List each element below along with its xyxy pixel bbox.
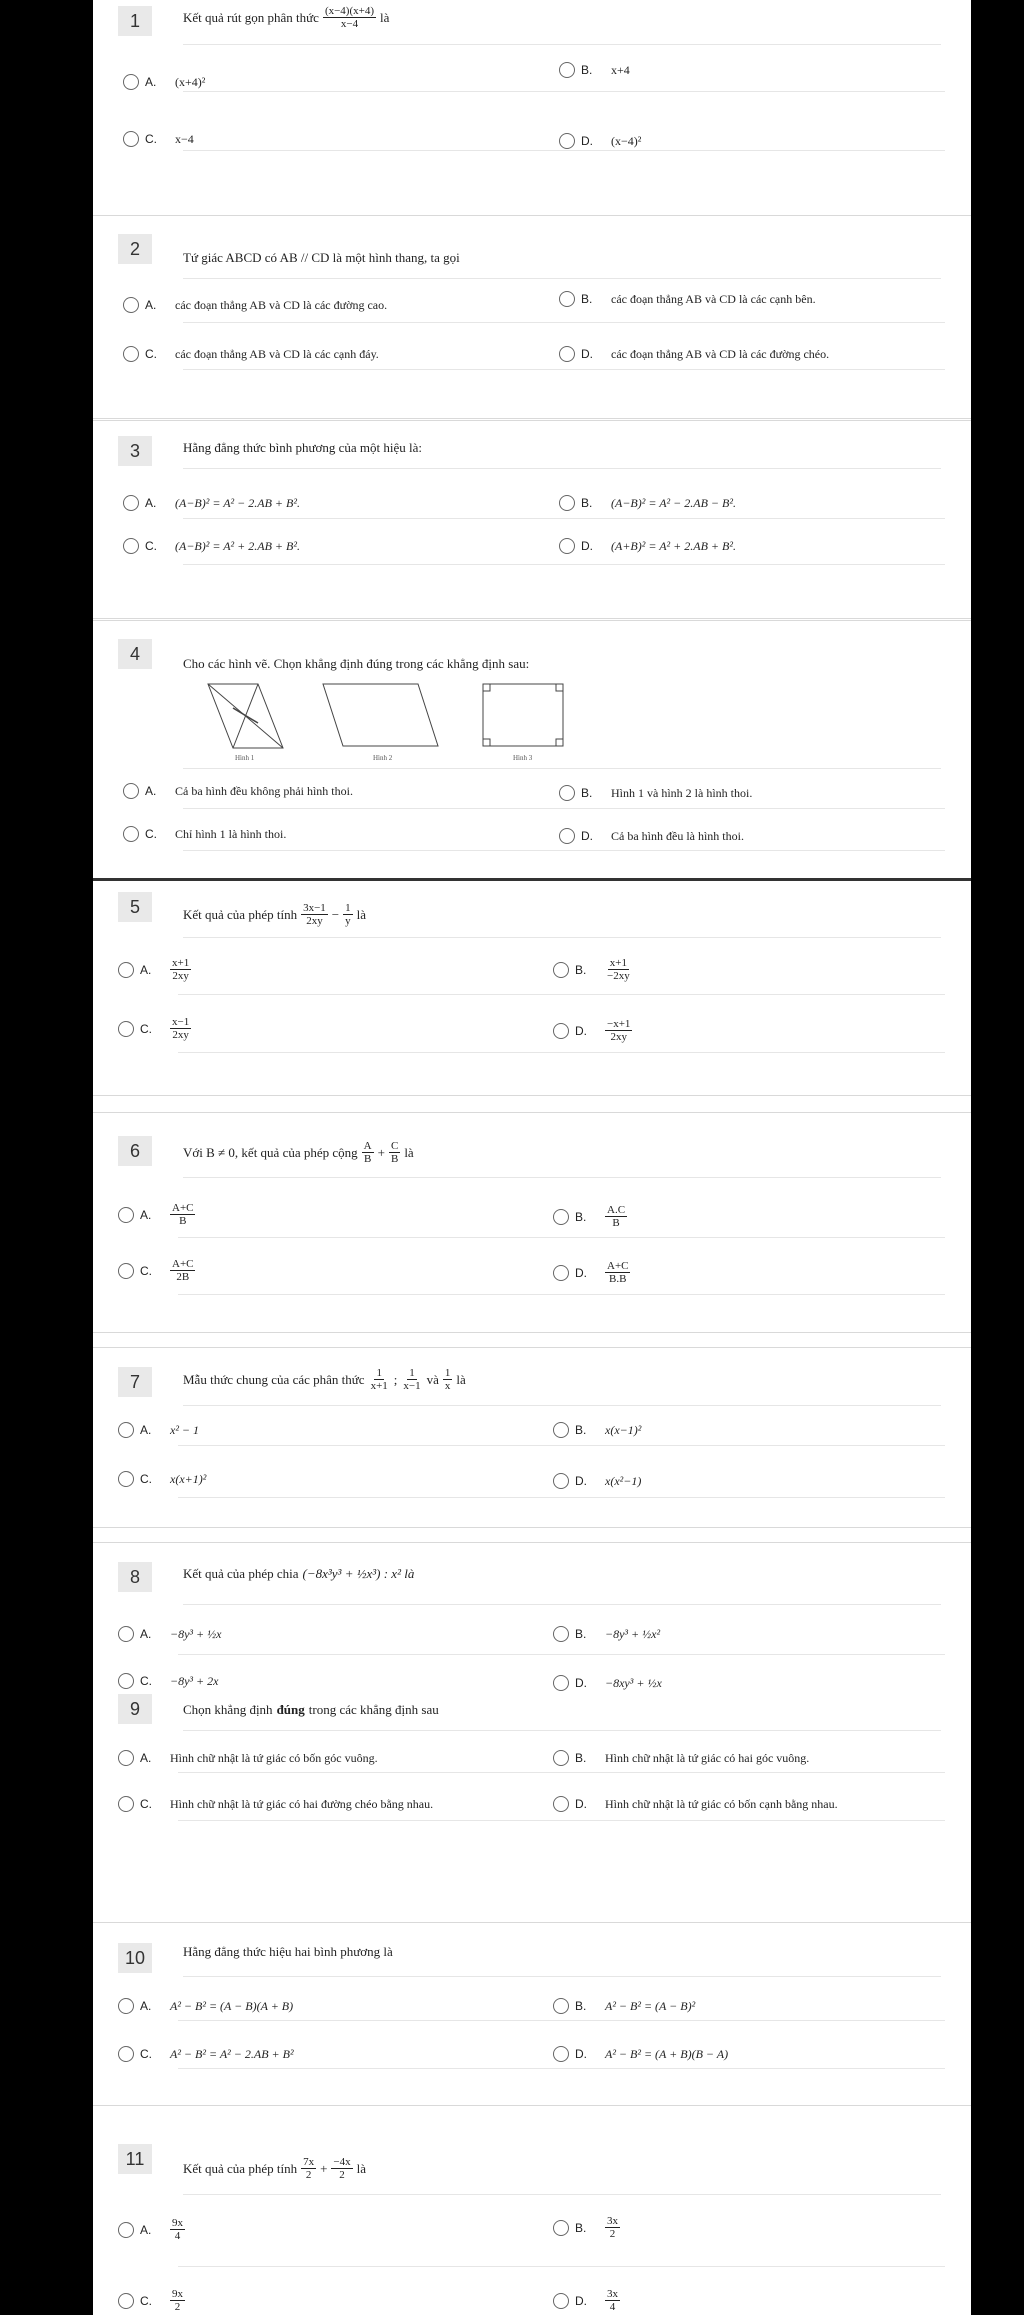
figure-2-label: Hình 2 xyxy=(373,754,393,762)
option-b[interactable]: B. A² − B² = (A − B)² xyxy=(553,1998,695,2014)
option-d[interactable]: D. A² − B² = (A + B)(B − A) xyxy=(553,2046,728,2062)
option-text: $\frac{3x}{4}$ xyxy=(607,2288,618,2313)
option-text: (A−B)² = A² + 2.AB + B². xyxy=(175,538,300,553)
question-10 xyxy=(93,1922,971,2112)
option-text: (A−B)² = A² − 2.AB − B². xyxy=(611,495,736,510)
option-text: $\frac{A+C}{2B}$ xyxy=(172,1258,194,1283)
option-c[interactable]: C. (A−B)² = A² + 2.AB + B². xyxy=(123,538,300,554)
question-number: 6 xyxy=(118,1136,152,1166)
option-a[interactable]: A. $\frac{9x}{4}$ xyxy=(118,2217,185,2242)
quiz-page xyxy=(93,0,971,2315)
radio-button[interactable] xyxy=(123,74,139,90)
option-b[interactable]: B. (A−B)² = A² − 2.AB − B². xyxy=(559,495,736,511)
question-6 xyxy=(93,1112,971,1347)
option-text: $\frac{A+C}{B.B}$ xyxy=(607,1260,629,1285)
question-text: Hằng đẳng thức hiệu hai bình phương là xyxy=(183,1944,393,1959)
radio-button[interactable] xyxy=(559,538,575,554)
radio-button[interactable] xyxy=(118,1207,134,1223)
option-text: các đoạn thẳng AB và CD là các cạnh đáy. xyxy=(175,346,379,361)
question-2 xyxy=(93,215,971,420)
radio-button[interactable] xyxy=(559,291,575,307)
radio-button[interactable] xyxy=(553,1265,569,1281)
question-text: Với B ≠ 0, kết quả của phép cộng $\frac{A}{B}$ + $\frac{C}{B}$ là xyxy=(183,1140,414,1165)
question-text: Kết quả của phép tính $\frac{7x}{2}$ + $\frac{-4x}{2}$ là xyxy=(183,2156,367,2181)
option-text: $\frac{3x}{2}$ xyxy=(607,2215,618,2240)
radio-button[interactable] xyxy=(118,962,134,978)
radio-button[interactable] xyxy=(553,2046,569,2062)
option-text: A² − B² = (A − B)² xyxy=(605,1998,696,2013)
radio-button[interactable] xyxy=(559,346,575,362)
question-text: Chọn khẳng định đúng trong các khẳng định sau xyxy=(183,1702,439,1717)
option-text: Hình chữ nhật là tứ giác có bốn góc vuông. xyxy=(170,1750,378,1765)
radio-button[interactable] xyxy=(118,1021,134,1037)
option-d[interactable]: D. (A+B)² = A² + 2.AB + B². xyxy=(559,538,736,554)
option-c[interactable]: C. A² − B² = A² − 2.AB + B² xyxy=(118,2046,294,2062)
radio-button[interactable] xyxy=(118,1796,134,1812)
option-a[interactable]: A. Hình chữ nhật là tứ giác có bốn góc vuông. xyxy=(118,1750,378,1766)
question-number: 2 xyxy=(118,234,152,264)
option-d[interactable]: D. $\frac{3x}{4}$ xyxy=(553,2288,620,2313)
figure-3 xyxy=(483,684,563,746)
option-text: x(x²−1) xyxy=(605,1473,642,1488)
option-b[interactable]: B. Hình chữ nhật là tứ giác có hai góc vuông. xyxy=(553,1750,809,1766)
radio-button[interactable] xyxy=(118,1750,134,1766)
option-c[interactable]: C. $\frac{9x}{2}$ xyxy=(118,2288,185,2313)
option-text: −8y³ + 2x xyxy=(170,1673,219,1688)
question-number: 8 xyxy=(118,1562,152,1592)
radio-button[interactable] xyxy=(553,2220,569,2236)
radio-button[interactable] xyxy=(118,1471,134,1487)
question-number: 9 xyxy=(118,1694,152,1724)
radio-button[interactable] xyxy=(123,346,139,362)
option-c[interactable]: C. Hình chữ nhật là tứ giác có hai đường chéo bằng nhau. xyxy=(118,1796,433,1812)
question-number: 3 xyxy=(118,436,152,466)
option-text: x+4 xyxy=(611,62,630,77)
question-number: 11 xyxy=(118,2144,152,2174)
option-text: (A−B)² = A² − 2.AB + B². xyxy=(175,495,300,510)
option-text: $\frac{A+C}{B}$ xyxy=(172,1202,194,1227)
option-b[interactable]: B. $\frac{x+1}{-2xy}$ xyxy=(553,957,632,982)
option-a[interactable]: A. $\frac{x+1}{2xy}$ xyxy=(118,957,191,982)
question-7 xyxy=(93,1347,971,1542)
option-text: Hình 1 và hình 2 là hình thoi. xyxy=(611,785,753,800)
option-text: (x+4)² xyxy=(175,74,206,89)
figure-3-label: Hình 3 xyxy=(513,754,533,762)
question-text: Tứ giác ABCD có AB // CD là một hình thang, ta gọi xyxy=(183,250,460,265)
option-text: $\frac{x+1}{2xy}$ xyxy=(172,957,190,982)
option-a[interactable]: A. (A−B)² = A² − 2.AB + B². xyxy=(123,495,300,511)
option-text: −8y³ + ½x² xyxy=(605,1626,661,1641)
option-b[interactable]: B. −8y³ + ½x² xyxy=(553,1626,660,1642)
question-text: Kết quả của phép chia (−8x³y³ + ½x³) : x² là xyxy=(183,1566,415,1581)
option-text: Cả ba hình đều không phải hình thoi. xyxy=(175,783,353,798)
question-11 xyxy=(93,2112,971,2315)
option-text: −8xy³ + ½x xyxy=(605,1675,662,1690)
question-1 xyxy=(93,0,971,215)
question-text: Cho các hình vẽ. Chọn khẳng định đúng trong các khẳng định sau: xyxy=(183,656,530,671)
option-text: A² − B² = A² − 2.AB + B² xyxy=(170,2046,294,2061)
option-text: $\frac{9x}{2}$ xyxy=(172,2288,183,2313)
option-d[interactable]: D. các đoạn thẳng AB và CD là các đường chéo. xyxy=(559,346,829,362)
option-b[interactable]: B. các đoạn thẳng AB và CD là các cạnh bên. xyxy=(559,291,816,307)
option-text: Hình chữ nhật là tứ giác có bốn cạnh bằng nhau. xyxy=(605,1796,838,1811)
question-5 xyxy=(93,882,971,1112)
radio-button[interactable] xyxy=(123,826,139,842)
option-c[interactable]: C. các đoạn thẳng AB và CD là các cạnh đáy. xyxy=(123,346,379,362)
option-text: các đoạn thẳng AB và CD là các đường cao. xyxy=(175,297,388,312)
radio-button[interactable] xyxy=(553,1626,569,1642)
option-a[interactable]: A. các đoạn thẳng AB và CD là các đường cao. xyxy=(123,297,387,313)
radio-button[interactable] xyxy=(553,1209,569,1225)
option-text: $\frac{-x+1}{2xy}$ xyxy=(607,1018,631,1043)
question-number: 5 xyxy=(118,892,152,922)
question-4 xyxy=(93,620,971,882)
radio-button[interactable] xyxy=(553,1675,569,1691)
option-c[interactable]: C. x−4 xyxy=(123,131,194,147)
option-b[interactable]: B. $\frac{3x}{2}$ xyxy=(553,2215,620,2240)
option-text: A² − B² = (A − B)(A + B) xyxy=(170,1998,294,2013)
radio-button[interactable] xyxy=(553,1796,569,1812)
question-3 xyxy=(93,420,971,620)
radio-button[interactable] xyxy=(553,1998,569,2014)
option-text: Hình chữ nhật là tứ giác có hai góc vuông. xyxy=(605,1750,810,1765)
option-d[interactable]: D. Cả ba hình đều là hình thoi. xyxy=(559,828,744,844)
question-number: 1 xyxy=(118,6,152,36)
radio-button[interactable] xyxy=(559,62,575,78)
question-number: 7 xyxy=(118,1367,152,1397)
question-number: 10 xyxy=(118,1943,152,1973)
radio-button[interactable] xyxy=(118,2222,134,2238)
option-text: các đoạn thẳng AB và CD là các đường chéo. xyxy=(611,346,830,361)
radio-button[interactable] xyxy=(118,1626,134,1642)
radio-button[interactable] xyxy=(118,1422,134,1438)
radio-button[interactable] xyxy=(118,1998,134,2014)
radio-button[interactable] xyxy=(118,1263,134,1279)
option-d[interactable]: D. Hình chữ nhật là tứ giác có bốn cạnh bằng nhau. xyxy=(553,1796,838,1812)
option-c[interactable]: C. $\frac{x-1}{2xy}$ xyxy=(118,1016,191,1041)
option-a[interactable]: A. x² − 1 xyxy=(118,1422,199,1438)
radio-button[interactable] xyxy=(553,1750,569,1766)
option-a[interactable]: A. A² − B² = (A − B)(A + B) xyxy=(118,1998,293,2014)
option-text: x(x+1)² xyxy=(170,1471,207,1486)
option-text: −8y³ + ½x xyxy=(170,1626,222,1641)
option-text: $\frac{A.C}{B}$ xyxy=(607,1204,626,1229)
radio-button[interactable] xyxy=(553,962,569,978)
option-a[interactable]: A. $\frac{A+C}{B}$ xyxy=(118,1202,195,1227)
option-a[interactable]: A. Cả ba hình đều không phải hình thoi. xyxy=(123,783,353,799)
figure-1-label: Hình 1 xyxy=(235,754,255,762)
radio-button[interactable] xyxy=(553,1422,569,1438)
option-a[interactable]: A. (x+4)² xyxy=(123,74,205,90)
option-b[interactable]: B. x(x−1)² xyxy=(553,1422,641,1438)
question-9 xyxy=(93,1692,971,1922)
radio-button[interactable] xyxy=(559,828,575,844)
question-number: 4 xyxy=(118,639,152,669)
option-d[interactable]: D. $\frac{A+C}{B.B}$ xyxy=(553,1260,630,1285)
option-text: $\frac{x-1}{2xy}$ xyxy=(172,1016,190,1041)
option-a[interactable]: A. −8y³ + ½x xyxy=(118,1626,221,1642)
radio-button[interactable] xyxy=(559,785,575,801)
fraction: $\frac{(x-4)(x+4)}{x-4}$ xyxy=(324,5,374,30)
option-text: A² − B² = (A + B)(B − A) xyxy=(605,2046,729,2061)
radio-button[interactable] xyxy=(559,133,575,149)
radio-button[interactable] xyxy=(553,1473,569,1489)
figure-1 xyxy=(208,684,283,748)
radio-button[interactable] xyxy=(559,495,575,511)
option-c[interactable]: C. −8y³ + 2x xyxy=(118,1673,218,1689)
figure-2 xyxy=(323,684,438,746)
radio-button[interactable] xyxy=(118,1673,134,1689)
radio-button[interactable] xyxy=(118,2046,134,2062)
radio-button[interactable] xyxy=(123,495,139,511)
option-d[interactable]: D. (x−4)² xyxy=(559,133,641,149)
question-8 xyxy=(93,1542,971,1692)
option-b[interactable]: B. $\frac{A.C}{B}$ xyxy=(553,1204,627,1229)
option-c[interactable]: C. $\frac{A+C}{2B}$ xyxy=(118,1258,195,1283)
question-text: Mẫu thức chung của các phân thức $\frac{1}{x+1}$ ; $\frac{1}{x-1}$ và $\frac{1}{x}$ là xyxy=(183,1367,466,1392)
radio-button[interactable] xyxy=(553,2293,569,2309)
radio-button[interactable] xyxy=(123,538,139,554)
option-b[interactable]: B. Hình 1 và hình 2 là hình thoi. xyxy=(559,785,752,801)
option-b[interactable]: B. x+4 xyxy=(559,62,630,78)
question-text: Hằng đẳng thức bình phương của một hiệu là: xyxy=(183,440,423,455)
radio-button[interactable] xyxy=(123,297,139,313)
geometry-figures xyxy=(203,678,593,786)
option-text: x−4 xyxy=(175,131,194,146)
radio-button[interactable] xyxy=(123,131,139,147)
option-text: $\frac{x+1}{-2xy}$ xyxy=(607,957,630,982)
option-text: Hình chữ nhật là tứ giác có hai đường chéo bằng nhau. xyxy=(170,1796,434,1811)
option-c[interactable]: C. Chỉ hình 1 là hình thoi. xyxy=(123,826,286,842)
option-text: x(x−1)² xyxy=(605,1422,642,1437)
radio-button[interactable] xyxy=(123,783,139,799)
option-d[interactable]: D. x(x²−1) xyxy=(553,1473,641,1489)
question-text: Kết quả rút gọn phân thức $\frac{(x-4)(x+4)}{x-4}$ là xyxy=(183,5,390,30)
option-text: Chỉ hình 1 là hình thoi. xyxy=(175,826,287,841)
option-text: Cả ba hình đều là hình thoi. xyxy=(611,828,744,843)
radio-button[interactable] xyxy=(553,1023,569,1039)
option-c[interactable]: C. x(x+1)² xyxy=(118,1471,206,1487)
option-text: các đoạn thẳng AB và CD là các cạnh bên. xyxy=(611,291,816,306)
option-text: x² − 1 xyxy=(170,1422,200,1437)
option-text: (A+B)² = A² + 2.AB + B². xyxy=(611,538,736,553)
option-d[interactable]: D. $\frac{-x+1}{2xy}$ xyxy=(553,1018,632,1043)
option-d[interactable]: D. −8xy³ + ½x xyxy=(553,1675,662,1691)
question-text: Kết quả của phép tính $\frac{3x-1}{2xy}$ − $\frac{1}{y}$ là xyxy=(183,902,367,927)
option-text: (x−4)² xyxy=(611,133,642,148)
radio-button[interactable] xyxy=(118,2293,134,2309)
option-text: $\frac{9x}{4}$ xyxy=(172,2217,183,2242)
